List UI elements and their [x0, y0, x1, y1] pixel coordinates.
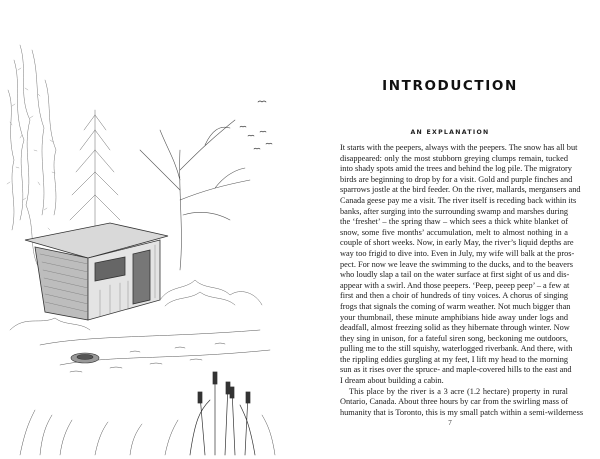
- chapter-title: INTRODUCTION: [382, 78, 518, 94]
- text-line: humanity that is Toronto, this is my small patch within a semi-wilderness: [340, 407, 584, 417]
- body-text: [340, 143, 584, 418]
- text-line: This place by the river is a 3 acre (1.2 hectare) property in rural: [349, 386, 568, 396]
- section-heading: AN EXPLANATION: [410, 129, 490, 136]
- text-line: deadfall, almost freezing solid as they hibernate through winter. Now: [340, 323, 570, 333]
- text-line: sparrows jostle at the bird feeder. On the river, mallards, mergansers and: [340, 185, 581, 195]
- text-line: the ‘freshet’ – the spring thaw – which sees a thick white blanket of: [340, 217, 568, 227]
- text-line: Ontario, Canada. About three hours by car from the swirling mass of: [340, 397, 568, 407]
- right-page: [300, 0, 600, 459]
- text-line: your thumbnail, these minute amphibians hide away under logs and: [340, 312, 568, 322]
- river: [40, 330, 270, 372]
- text-line: first and then a choir of hundreds of tiny voices. A chorus of singing: [340, 291, 568, 301]
- text-line: pect. For now we leave the swimming to the ducks, and to the beavers: [340, 259, 573, 269]
- text-line: appear with a swirl. And those peepers. ‘Peep, peeep peep’ – a few at: [340, 280, 570, 290]
- text-line: frogs that signals the coming of warm weather. Not much bigger than: [340, 301, 571, 311]
- text-line: pulling me to the still squishy, waterlogged riverbank. And there, with: [340, 344, 573, 354]
- text-line: couple of short weeks. Now, in early May, the river’s liquid depths are: [340, 238, 574, 248]
- paragraph-2: [340, 386, 584, 419]
- page-number: 7: [448, 419, 452, 427]
- text-line: into shady spots amid the trees and behind the log pile. The migratory: [340, 164, 572, 174]
- text-line: the rippling eddies gurgling at my feet, I lift my head to the morning: [340, 354, 568, 364]
- fire-pit: [71, 353, 99, 363]
- text-line: snow, some five months’ accumulation, melt to almost nothing in a: [340, 227, 568, 237]
- text-line: sun as it rises over the spruce- and maple-covered hills to the east and: [340, 365, 572, 375]
- text-line: It starts with the peepers, always with the peepers. The snow has all but: [340, 143, 578, 152]
- text-line: disappeared: only the most stubborn greying clumps remain, tucked: [340, 153, 568, 163]
- cattails: [190, 372, 255, 455]
- text-line: banks, after surging into the surrounding swamp and marshes during: [340, 206, 568, 216]
- cabin: [25, 223, 168, 320]
- text-line: birds are beginning to drop by for a visit. Gold and purple finches and: [340, 174, 573, 184]
- text-line: I dream about building a cabin.: [340, 376, 444, 386]
- birds: [240, 101, 272, 149]
- foreground-grass: [20, 410, 275, 455]
- text-line: Canada geese pay me a visit. The river itself is receding back within its: [340, 195, 577, 205]
- paragraph-1: [340, 143, 581, 387]
- text-line: who loudly slap a tail on the water surface at first sight of us and dis-: [340, 270, 570, 280]
- text-line: way too frigid to dive into. Even in July, my wife will balk at the pros-: [340, 248, 575, 258]
- text-line: they sing in unison, for a fateful siren song, beckoning me outdoors,: [340, 333, 568, 343]
